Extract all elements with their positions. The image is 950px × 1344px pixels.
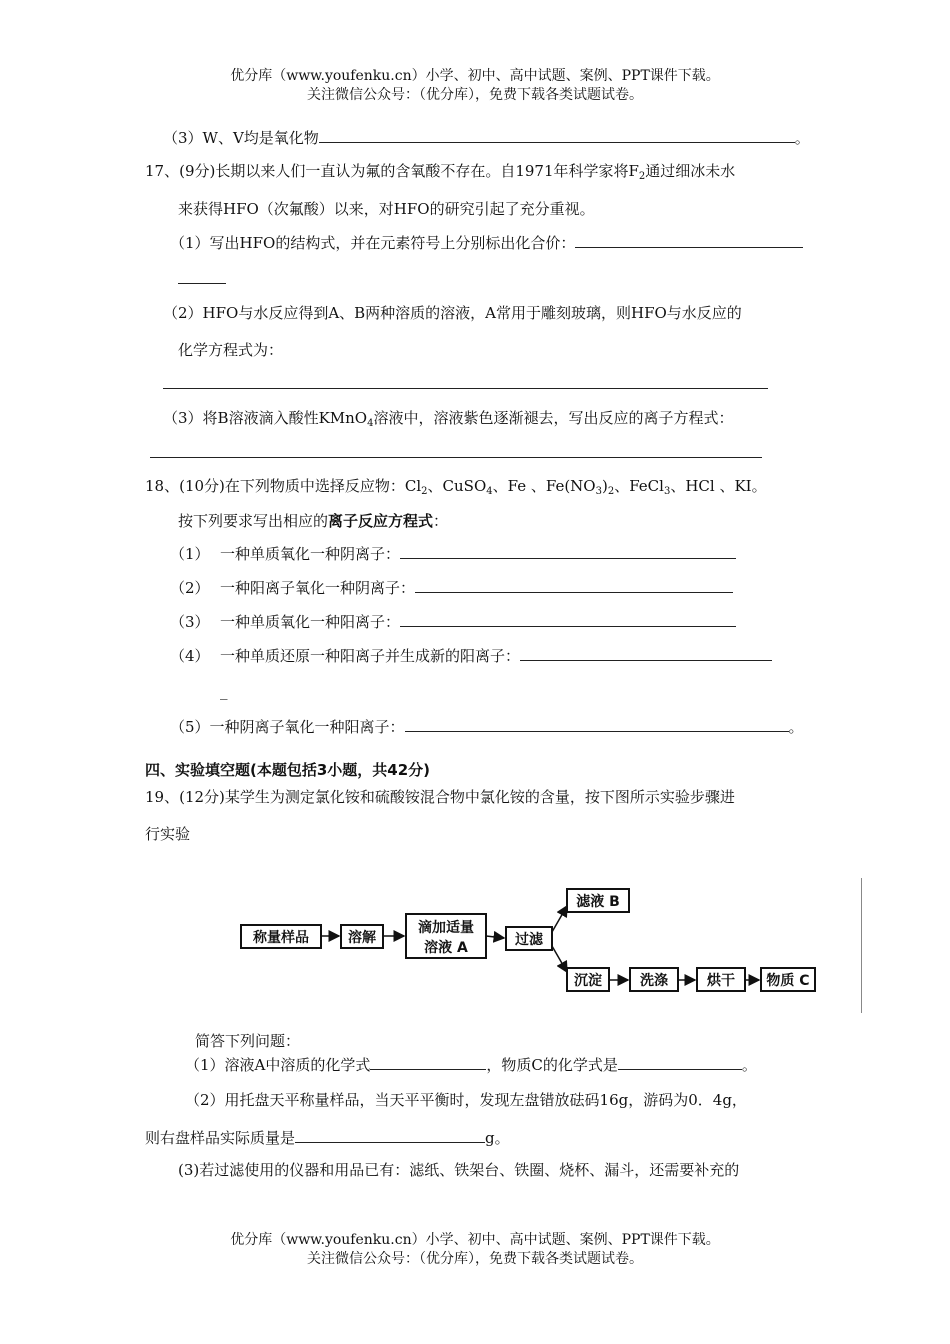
q17-item-2-line-2: 化学方程式为： <box>178 341 284 359</box>
q19-item-2-line-1: （2）用托盘天平称量样品，当天平平衡时，发现左盘错放砝码16g，游码为0．4g， <box>185 1091 747 1109</box>
q18-item-5 <box>170 717 804 737</box>
q19-item-2-line-2 <box>145 1128 510 1148</box>
q18-line-2-c: ： <box>433 512 449 530</box>
precipitate-label: 沉淀 <box>574 973 602 989</box>
footer-line-1: 优分库（www.youfenku.cn）小学、初中、高中试题、案例、PPT课件下载。 <box>230 1232 720 1248</box>
item-text: 一种单质氧化一种阳离子： <box>220 613 401 631</box>
answer-line[interactable] <box>150 457 762 458</box>
q17-line-1 <box>145 161 735 181</box>
item-number: （2） <box>170 579 210 597</box>
filtrate-b-label: 滤液 B <box>576 894 620 910</box>
answer-blank-continuation[interactable] <box>178 283 226 284</box>
q19-item-1-b: ，物质C的化学式是 <box>486 1056 618 1074</box>
filter-label: 过滤 <box>515 932 543 948</box>
answer-blank[interactable] <box>575 233 803 248</box>
q18-item-3 <box>170 612 736 632</box>
period: 。 <box>794 129 810 147</box>
q19-line-2: 行实验 <box>145 825 191 843</box>
q18-text-a: 18、(10分)在下列物质中选择反应物：Cl <box>145 477 422 495</box>
add-solution-a-label-2: 溶液 A <box>424 940 468 956</box>
margin-scan-line <box>861 878 862 1013</box>
weigh-label: 称量样品 <box>253 930 309 946</box>
q17-item-3 <box>163 408 733 428</box>
dissolve-label: 溶解 <box>348 930 376 946</box>
answer-blank[interactable] <box>400 544 736 559</box>
answer-blank[interactable] <box>319 128 795 143</box>
answer-line[interactable] <box>163 388 768 389</box>
subscript: 4 <box>486 486 493 497</box>
item-number: （4） <box>170 647 210 665</box>
item-text: 一种单质氧化一种阴离子： <box>220 545 401 563</box>
answer-blank[interactable] <box>400 612 736 627</box>
item-number: （3） <box>170 613 210 631</box>
add-solution-a-label-1: 滴加适量 <box>418 920 474 936</box>
wash-label: 洗涤 <box>640 973 668 989</box>
q17-item-2-line-1: （2）HFO与水反应得到A、B两种溶质的溶液，A常用于雕刻玻璃，则HFO与水反应的 <box>163 304 742 322</box>
header-line-1: 优分库（www.youfenku.cn）小学、初中、高中试题、案例、PPT课件下载。 <box>230 68 720 84</box>
period: 。 <box>788 718 804 736</box>
section-4-title: 四、实验填空题(本题包括3小题，共42分) <box>145 761 431 779</box>
answer-blank[interactable] <box>618 1055 742 1070</box>
subscript: 3 <box>595 486 602 497</box>
item-number: （1） <box>170 545 210 563</box>
subscript: 3 <box>663 486 671 497</box>
q18-item-1 <box>170 544 736 564</box>
q17-item-1 <box>170 233 803 253</box>
substance-c-label: 物质 C <box>766 973 810 989</box>
q17-line-1-end: 通过细冰未水 <box>645 162 736 180</box>
q18-item-2 <box>170 578 733 598</box>
q19-item-3: (3)若过滤使用的仪器和用品已有：滤纸、铁架台、铁圈、烧杯、漏斗，还需要补充的 <box>178 1161 740 1179</box>
q19-item-2-text: 则右盘样品实际质量是 <box>145 1129 296 1147</box>
subscript: 4 <box>367 418 374 429</box>
answer-blank[interactable] <box>520 646 772 661</box>
q18-text-f: 、HCl 、KI。 <box>670 477 767 495</box>
q19-prompt: 简答下列问题： <box>195 1032 301 1050</box>
arrow <box>552 906 567 932</box>
q17-line-2: 来获得HFO（次氟酸）以来，对HFO的研究引起了充分重视。 <box>178 200 595 218</box>
q17-item-3-text-b: 溶液中，溶液紫色逐渐褪去，写出反应的离子方程式： <box>373 409 734 427</box>
answer-blank[interactable] <box>370 1055 486 1070</box>
q18-item-4-continuation: _ <box>220 682 228 700</box>
q18-text-e: 、FeCl <box>614 477 664 495</box>
q18-line-2 <box>178 511 448 531</box>
dry-label: 烘干 <box>707 973 735 989</box>
q19-line-1: 19、(12分)某学生为测定氯化铵和硫酸铵混合物中氯化铵的含量，按下图所示实验步骤进 <box>145 788 735 806</box>
q17-item-3-text-a: （3）将B溶液滴入酸性KMnO <box>163 409 368 427</box>
arrow <box>486 936 504 938</box>
q18-text-d: ) <box>601 477 608 495</box>
q18-item-4 <box>170 646 772 666</box>
q18-line-2-bold: 离子反应方程式 <box>328 512 434 530</box>
arrow <box>552 946 567 972</box>
subscript: 2 <box>607 486 615 497</box>
q17-line-1-text: 17、(9分)长期以来人们一直认为氟的含氧酸不存在。自1971年科学家将F <box>145 162 639 180</box>
q19-item-1 <box>185 1055 757 1075</box>
q19-item-1-a: （1）溶液A中溶质的化学式 <box>185 1056 371 1074</box>
subscript: 2 <box>421 486 428 497</box>
answer-blank[interactable] <box>405 717 789 732</box>
answer-blank[interactable] <box>415 578 733 593</box>
item-text: 一种阳离子氧化一种阴离子： <box>220 579 416 597</box>
unit-g: g。 <box>485 1129 510 1147</box>
q16-item-3-text: （3）W、V均是氧化物 <box>163 129 319 147</box>
q18-line-2-a: 按下列要求写出相应的 <box>178 512 329 530</box>
q16-item-3 <box>163 128 810 148</box>
header-line-2: 关注微信公众号：（优分库），免费下载各类试题试卷。 <box>307 87 643 103</box>
experiment-flowchart <box>230 880 830 1010</box>
q18-line-1 <box>145 476 767 496</box>
item-text: 一种单质还原一种阳离子并生成新的阳离子： <box>220 647 521 665</box>
q17-item-1-text: （1）写出HFO的结构式，并在元素符号上分别标出化合价： <box>170 234 576 252</box>
q18-text-b: 、CuSO <box>427 477 487 495</box>
q18-item-5-text: （5）一种阴离子氧化一种阳离子： <box>170 718 405 736</box>
footer-line-2: 关注微信公众号：（优分库），免费下载各类试题试卷。 <box>307 1251 643 1267</box>
answer-blank[interactable] <box>295 1128 485 1143</box>
period: 。 <box>741 1056 757 1074</box>
q18-text-c: 、Fe 、Fe(NO <box>492 477 596 495</box>
subscript: 2 <box>638 171 646 182</box>
